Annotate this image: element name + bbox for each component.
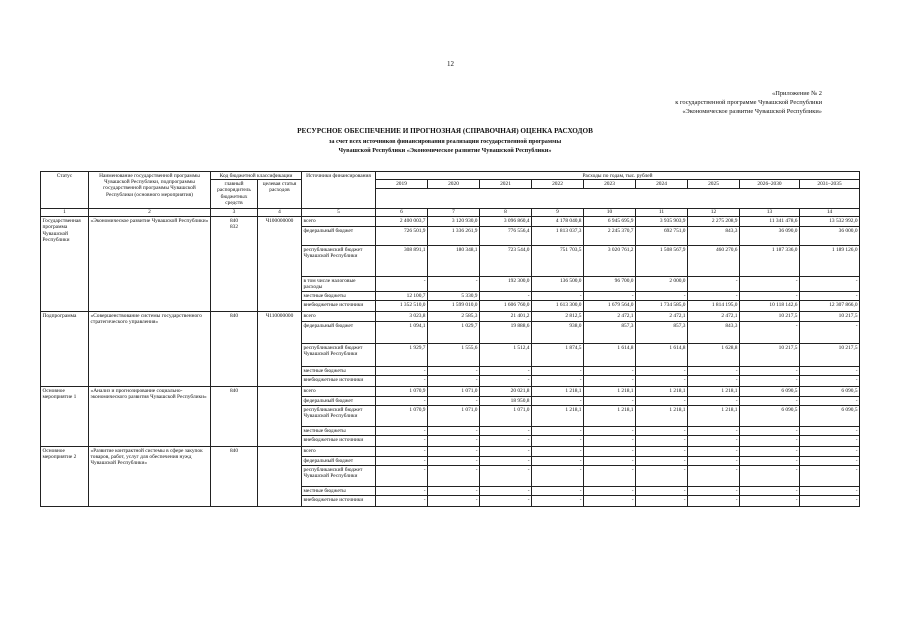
row-value: - <box>584 427 636 436</box>
appendix-note <box>562 89 822 116</box>
appendix-line-1: «Приложение № 2 <box>772 90 822 97</box>
row-value: - <box>376 427 428 436</box>
row-value: 1 071,0 <box>428 406 480 427</box>
header-year: 2019 <box>376 180 428 188</box>
row-target-article: Ч100000000 <box>258 217 302 312</box>
row-value: 460 270,6 <box>688 246 740 277</box>
row-value: 1 614,8 <box>636 344 688 367</box>
row-value: 1 218,1 <box>532 387 584 397</box>
row-source: федеральный бюджет <box>302 227 376 246</box>
row-value: 1 512,4 <box>480 344 532 367</box>
row-value: - <box>428 496 480 507</box>
col-number: 5 <box>302 208 376 216</box>
appendix-line-2: к государственной программе Чувашской Республики <box>675 99 822 106</box>
row-value: 2 000,0 <box>636 277 688 292</box>
row-main-manager: 840 832 <box>211 217 258 312</box>
row-value: - <box>740 447 800 457</box>
row-value: - <box>800 427 860 436</box>
row-value: - <box>428 457 480 466</box>
row-value: - <box>688 277 740 292</box>
header-name: Наименование государственной программы Чувашской Республики, подпрограммы государственной программы Чувашской Республики (основного мероприятия) <box>89 172 211 209</box>
resource-table <box>40 171 860 507</box>
table-row <box>41 387 860 397</box>
row-value: 1 734 585,0 <box>636 301 688 312</box>
row-value: 1 029,7 <box>428 322 480 344</box>
row-value: - <box>740 487 800 496</box>
row-source: внебюджетные источники <box>302 301 376 312</box>
row-value: - <box>584 436 636 447</box>
row-value: - <box>688 376 740 387</box>
header-sources: Источники финансирования <box>302 172 376 209</box>
row-value: - <box>532 496 584 507</box>
row-value: 1 070,9 <box>376 387 428 397</box>
row-value: - <box>428 436 480 447</box>
row-value: - <box>376 367 428 376</box>
title-line-3: Чувашской Республики «Экономическое развитие Чувашской Республики» <box>338 147 552 154</box>
row-value: - <box>740 436 800 447</box>
row-value: - <box>376 277 428 292</box>
row-value: 1 218,1 <box>688 406 740 427</box>
header-budget-code: Код бюджетной классификации <box>211 172 302 180</box>
row-value: - <box>376 457 428 466</box>
row-value: 1 508 567,9 <box>636 246 688 277</box>
table-body <box>41 217 860 507</box>
header-main-manager: главный распорядитель бюджетных средств <box>211 180 258 208</box>
row-value: - <box>376 447 428 457</box>
row-value: 3 023,8 <box>376 312 428 322</box>
row-main-manager: 840 <box>211 447 258 507</box>
row-target-article <box>258 387 302 447</box>
row-value: - <box>636 487 688 496</box>
header-year: 2031–2035 <box>800 180 860 188</box>
row-value: - <box>584 457 636 466</box>
row-value: - <box>376 397 428 406</box>
row-value: - <box>480 376 532 387</box>
row-value: - <box>532 292 584 301</box>
col-number: 6 <box>376 208 428 216</box>
row-source: внебюджетные источники <box>302 496 376 507</box>
appendix-line-3: «Экономическое развитие Чувашской Республики» <box>682 108 822 115</box>
row-value: 938,0 <box>532 322 584 344</box>
table-row <box>41 447 860 457</box>
row-name: «Анализ и прогнозирование социально-экономического развития Чувашской Республики» <box>89 387 211 447</box>
row-value: - <box>532 436 584 447</box>
row-value: - <box>688 427 740 436</box>
row-value: - <box>800 367 860 376</box>
row-value: 136 500,0 <box>532 277 584 292</box>
row-value: - <box>740 466 800 487</box>
row-status: Основное мероприятие 1 <box>41 387 89 447</box>
row-value: 1 071,0 <box>428 387 480 397</box>
row-value: 180 348,1 <box>428 246 480 277</box>
row-value: 13 532 992,0 <box>800 217 860 227</box>
row-value: 2 472,1 <box>636 312 688 322</box>
row-value: - <box>480 457 532 466</box>
row-value: - <box>636 292 688 301</box>
row-source: в том числе налоговые расходы <box>302 277 376 292</box>
row-value: - <box>532 367 584 376</box>
row-name: «Развитие контрактной системы в сфере закупок товаров, работ, услуг для обеспечения нужд Чувашской Республики» <box>89 447 211 507</box>
row-source: федеральный бюджет <box>302 322 376 344</box>
row-value: - <box>740 427 800 436</box>
row-value: - <box>428 427 480 436</box>
row-value: 1 218,1 <box>584 387 636 397</box>
row-value: 3 020 761,2 <box>584 246 636 277</box>
row-value: 1 189 126,0 <box>800 246 860 277</box>
row-source: местные бюджеты <box>302 487 376 496</box>
row-value: 1 218,1 <box>636 387 688 397</box>
row-value: - <box>428 487 480 496</box>
row-source: местные бюджеты <box>302 367 376 376</box>
row-value: 1 094,1 <box>376 322 428 344</box>
row-value: - <box>740 397 800 406</box>
row-target-article: Ч110000000 <box>258 312 302 387</box>
row-value: - <box>636 376 688 387</box>
row-value: - <box>480 292 532 301</box>
col-number: 10 <box>584 208 636 216</box>
row-value: - <box>376 496 428 507</box>
row-value: 12 100,7 <box>376 292 428 301</box>
row-value: - <box>688 466 740 487</box>
row-value: - <box>376 466 428 487</box>
row-value: 857,3 <box>584 322 636 344</box>
row-value: - <box>584 397 636 406</box>
row-value: - <box>800 277 860 292</box>
row-status: Основное мероприятие 2 <box>41 447 89 507</box>
page-number: 12 <box>447 60 454 68</box>
row-source: всего <box>302 312 376 322</box>
row-value: - <box>532 487 584 496</box>
row-value: 776 556,4 <box>480 227 532 246</box>
row-value: 723 544,0 <box>480 246 532 277</box>
row-value: - <box>532 376 584 387</box>
col-number: 7 <box>428 208 480 216</box>
document-title <box>230 127 660 156</box>
row-source: внебюджетные источники <box>302 376 376 387</box>
row-source: всего <box>302 217 376 227</box>
row-value: - <box>800 466 860 487</box>
row-value: - <box>636 447 688 457</box>
table-row <box>41 312 860 322</box>
row-value: 843,3 <box>688 322 740 344</box>
row-value: 308 891,1 <box>376 246 428 277</box>
row-value: 1 218,1 <box>584 406 636 427</box>
row-source: местные бюджеты <box>302 427 376 436</box>
col-number: 3 <box>211 208 258 216</box>
row-main-manager: 840 <box>211 312 258 387</box>
row-value: - <box>480 466 532 487</box>
table-header <box>41 172 860 217</box>
row-value: 12 307 866,0 <box>800 301 860 312</box>
row-value: - <box>800 457 860 466</box>
row-value: 10 118 142,6 <box>740 301 800 312</box>
row-value: 6 090,5 <box>800 406 860 427</box>
row-source: федеральный бюджет <box>302 457 376 466</box>
row-value: 2 585,3 <box>428 312 480 322</box>
col-number: 13 <box>740 208 800 216</box>
row-value: 726 501,9 <box>376 227 428 246</box>
header-expenses: Расходы по годам, тыс. рублей <box>376 172 860 180</box>
row-value: - <box>428 376 480 387</box>
row-value: 5 330,9 <box>428 292 480 301</box>
row-value: - <box>428 447 480 457</box>
row-value: - <box>688 496 740 507</box>
row-value: - <box>584 496 636 507</box>
row-value: 1 613 300,0 <box>532 301 584 312</box>
row-value: - <box>800 496 860 507</box>
header-year: 2021 <box>480 180 532 188</box>
row-source: республиканский бюджет Чувашской Республики <box>302 246 376 277</box>
row-value: - <box>688 457 740 466</box>
row-status: Государственная программа Чувашской Республики <box>41 217 89 312</box>
row-value: - <box>636 496 688 507</box>
row-value: 1 814 195,0 <box>688 301 740 312</box>
col-number: 14 <box>800 208 860 216</box>
row-source: всего <box>302 447 376 457</box>
row-source: федеральный бюджет <box>302 397 376 406</box>
row-value: - <box>636 457 688 466</box>
row-value: 1 218,1 <box>532 406 584 427</box>
col-number: 1 <box>41 208 89 216</box>
row-main-manager: 840 <box>211 387 258 447</box>
row-value: 1 555,6 <box>428 344 480 367</box>
row-value: 1 070,9 <box>376 406 428 427</box>
header-year: 2026–2030 <box>740 180 800 188</box>
row-value: 192 300,0 <box>480 277 532 292</box>
row-value: - <box>740 367 800 376</box>
row-value: 10 217,5 <box>740 312 800 322</box>
row-value: - <box>584 447 636 457</box>
row-value: 1 187 336,0 <box>740 246 800 277</box>
row-value: 1 352 510,0 <box>376 301 428 312</box>
row-value: - <box>688 292 740 301</box>
row-source: республиканский бюджет Чувашской Республики <box>302 344 376 367</box>
row-value: - <box>428 367 480 376</box>
col-number: 11 <box>636 208 688 216</box>
row-value: - <box>800 322 860 344</box>
row-value: - <box>532 427 584 436</box>
row-value: 10 217,5 <box>800 312 860 322</box>
row-value: 1 599 010,0 <box>428 301 480 312</box>
row-value: 1 614,8 <box>584 344 636 367</box>
col-number: 4 <box>258 208 302 216</box>
col-number: 2 <box>89 208 211 216</box>
row-value: 3 120 930,0 <box>428 217 480 227</box>
row-value: - <box>800 397 860 406</box>
row-value: - <box>376 487 428 496</box>
row-value: 751 703,5 <box>532 246 584 277</box>
row-value: 6 090,5 <box>740 387 800 397</box>
row-value: 20 021,8 <box>480 387 532 397</box>
row-value: - <box>800 447 860 457</box>
row-value: - <box>480 447 532 457</box>
row-value: 10 217,5 <box>800 344 860 367</box>
row-value: - <box>428 466 480 487</box>
row-value: - <box>376 376 428 387</box>
row-value: - <box>688 367 740 376</box>
row-name: «Совершенствование системы государственного стратегического управления» <box>89 312 211 387</box>
row-value: 1 679 564,0 <box>584 301 636 312</box>
row-source: внебюджетные источники <box>302 436 376 447</box>
row-value: 6 090,5 <box>740 406 800 427</box>
row-value: - <box>800 376 860 387</box>
row-value: 3 096 860,4 <box>480 217 532 227</box>
row-value: - <box>800 436 860 447</box>
row-value: - <box>688 487 740 496</box>
row-value: - <box>636 436 688 447</box>
row-value: 1 218,1 <box>636 406 688 427</box>
row-value: 36 000,0 <box>800 227 860 246</box>
title-line-1: РЕСУРСНОЕ ОБЕСПЕЧЕНИЕ И ПРОГНОЗНАЯ (СПРАВОЧНАЯ) ОЦЕНКА РАСХОДОВ <box>297 127 593 135</box>
row-value: - <box>740 292 800 301</box>
row-value: 857,3 <box>636 322 688 344</box>
row-value: 18 950,8 <box>480 397 532 406</box>
row-source: местные бюджеты <box>302 292 376 301</box>
row-value: - <box>428 397 480 406</box>
row-value: - <box>636 466 688 487</box>
title-line-2: за счет всех источников финансирования реализации государственной программы <box>328 137 562 145</box>
row-value: - <box>480 427 532 436</box>
row-value: - <box>740 322 800 344</box>
row-value: - <box>376 436 428 447</box>
row-value: 2 472,1 <box>584 312 636 322</box>
row-value: - <box>636 427 688 436</box>
row-value: - <box>584 487 636 496</box>
row-value: - <box>740 376 800 387</box>
table-row <box>41 217 860 227</box>
row-value: 692 751,0 <box>636 227 688 246</box>
row-value: 1 874,5 <box>532 344 584 367</box>
row-source: республиканский бюджет Чувашской Республики <box>302 466 376 487</box>
row-value: - <box>584 292 636 301</box>
row-value: 1 606 760,0 <box>480 301 532 312</box>
row-name: «Экономическое развитие Чувашской Республики» <box>89 217 211 312</box>
row-value: - <box>800 487 860 496</box>
header-year: 2024 <box>636 180 688 188</box>
row-value: 3 935 903,9 <box>636 217 688 227</box>
row-value: - <box>532 397 584 406</box>
row-value: 11 341 478,6 <box>740 217 800 227</box>
row-value: 1 218,1 <box>688 387 740 397</box>
header-target-article: целевая статья расходов <box>258 180 302 208</box>
row-value: - <box>532 466 584 487</box>
row-source: республиканский бюджет Чувашской Республики <box>302 406 376 427</box>
row-value: 1 929,7 <box>376 344 428 367</box>
row-status: Подпрограмма <box>41 312 89 387</box>
row-value: 36 090,0 <box>740 227 800 246</box>
row-value: - <box>636 367 688 376</box>
row-value: 6 945 695,9 <box>584 217 636 227</box>
header-status: Статус <box>41 172 89 209</box>
row-value: - <box>688 436 740 447</box>
row-value: - <box>428 277 480 292</box>
row-value: - <box>584 376 636 387</box>
row-value: - <box>800 292 860 301</box>
row-value: 21 401,2 <box>480 312 532 322</box>
row-value: - <box>532 447 584 457</box>
col-number: 8 <box>480 208 532 216</box>
row-value: - <box>740 457 800 466</box>
row-source: всего <box>302 387 376 397</box>
row-value: 6 090,5 <box>800 387 860 397</box>
row-value: 4 178 040,8 <box>532 217 584 227</box>
row-value: 2 812,5 <box>532 312 584 322</box>
row-value: 2 400 003,7 <box>376 217 428 227</box>
col-number: 12 <box>688 208 740 216</box>
row-value: - <box>480 367 532 376</box>
row-value: 1 628,8 <box>688 344 740 367</box>
row-value: - <box>480 436 532 447</box>
row-value: - <box>584 367 636 376</box>
header-year: 2022 <box>532 180 584 188</box>
col-number: 9 <box>532 208 584 216</box>
row-value: - <box>480 487 532 496</box>
header-year: 2020 <box>428 180 480 188</box>
row-value: 1 813 037,3 <box>532 227 584 246</box>
row-value: - <box>532 457 584 466</box>
row-value: 1 071,0 <box>480 406 532 427</box>
column-numbers-row <box>41 208 860 216</box>
row-value: - <box>740 496 800 507</box>
row-value: - <box>688 447 740 457</box>
row-value: 2 472,1 <box>688 312 740 322</box>
row-value: 19 888,6 <box>480 322 532 344</box>
row-value: - <box>480 496 532 507</box>
header-year: 2025 <box>688 180 740 188</box>
row-value: 10 217,5 <box>740 344 800 367</box>
row-value: 843,3 <box>688 227 740 246</box>
row-value: - <box>636 397 688 406</box>
row-value: 96 700,0 <box>584 277 636 292</box>
header-year: 2023 <box>584 180 636 188</box>
row-value: - <box>688 397 740 406</box>
row-value: - <box>740 277 800 292</box>
row-value: - <box>584 466 636 487</box>
row-target-article <box>258 447 302 507</box>
row-value: 1 336 261,9 <box>428 227 480 246</box>
row-value: 2 245 370,7 <box>584 227 636 246</box>
row-value: 2 275 208,9 <box>688 217 740 227</box>
